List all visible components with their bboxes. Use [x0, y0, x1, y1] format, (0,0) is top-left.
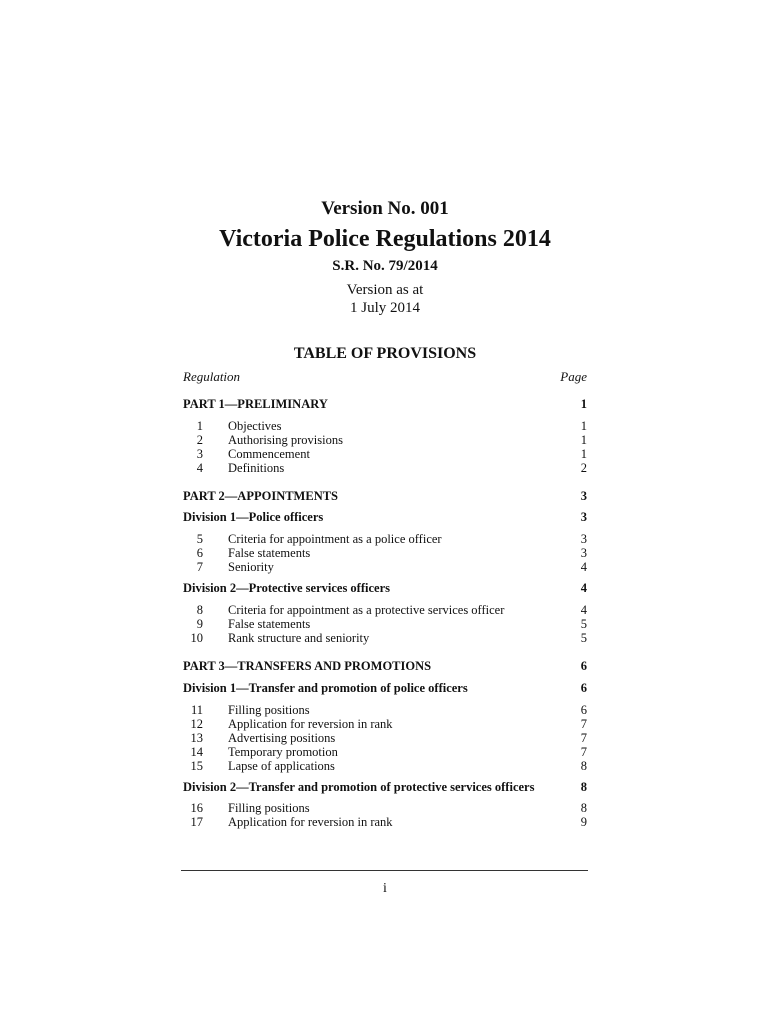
- toc-part-heading: [183, 397, 587, 413]
- version-as-at-label: Version as at: [346, 282, 424, 298]
- toc-entry-page: 6: [580, 703, 587, 717]
- toc-entry-page: 6: [580, 659, 587, 673]
- toc-entry-number: 8: [196, 603, 203, 617]
- toc-entry-number: 5: [196, 532, 203, 546]
- toc-entry-title: Application for reversion in rank: [228, 815, 393, 829]
- toc-entry-title: PART 3—TRANSFERS AND PROMOTIONS: [183, 659, 432, 673]
- toc-entry-page: 4: [580, 560, 587, 574]
- toc-entry-page: 5: [580, 631, 587, 645]
- toc-entry-page: 5: [580, 617, 587, 631]
- toc-entry-title: Seniority: [228, 560, 274, 574]
- toc-entry-title: False statements: [228, 617, 311, 631]
- toc-entry-number: 3: [196, 447, 203, 461]
- toc-entry-number: 11: [190, 703, 203, 717]
- toc-entry-number: 13: [190, 731, 203, 745]
- toc-entry-page: 9: [580, 815, 587, 829]
- toc-entry-title: Division 2—Protective services officers: [183, 581, 390, 595]
- toc-entry-title: Objectives: [228, 419, 282, 433]
- toc-entry-title: Commencement: [228, 447, 310, 461]
- toc-division-heading: [183, 780, 587, 796]
- toc-entry-number: 9: [196, 617, 203, 631]
- toc-division-heading: [183, 510, 587, 526]
- toc-entry-number: 7: [196, 560, 203, 574]
- toc-entry-title: PART 1—PRELIMINARY: [183, 397, 328, 411]
- toc-entry-page: 1: [580, 433, 587, 447]
- toc-entry-page: 7: [580, 731, 587, 745]
- toc-column-regulation: Regulation: [183, 369, 241, 384]
- toc-division-heading: [183, 681, 587, 697]
- toc-entry-title: Criteria for appointment as a protective services officer: [228, 603, 505, 617]
- toc-entry-page: 3: [580, 489, 587, 503]
- toc-entry-number: 17: [190, 815, 203, 829]
- toc-entry-page: 1: [580, 397, 587, 411]
- toc-entry-page: 1: [580, 447, 587, 461]
- toc-entry-title: Definitions: [228, 461, 285, 475]
- toc-entry-number: 1: [196, 419, 203, 433]
- toc-entry-page: 7: [580, 745, 587, 759]
- toc-entry: [183, 759, 587, 775]
- toc-entry-title: Rank structure and seniority: [228, 631, 370, 645]
- toc-entry-title: Application for reversion in rank: [228, 717, 393, 731]
- version-as-at: [0, 281, 770, 317]
- toc-entry-number: 2: [196, 433, 203, 447]
- toc-entry: [183, 631, 587, 647]
- toc-entry-title: Lapse of applications: [228, 759, 335, 773]
- page-number: i: [383, 881, 387, 896]
- toc-entry-page: 3: [580, 546, 587, 560]
- toc-entry-title: PART 2—APPOINTMENTS: [183, 489, 339, 503]
- toc-entry-title: Division 2—Transfer and promotion of protective services officers: [183, 780, 535, 794]
- toc-entry-page: 2: [580, 461, 587, 475]
- toc-entry: [183, 461, 587, 477]
- toc-column-page: Page: [560, 369, 587, 384]
- toc-entry: [183, 560, 587, 576]
- toc-entry-title: Temporary promotion: [228, 745, 338, 759]
- toc-entry-page: 8: [580, 759, 587, 773]
- toc-entry-number: 14: [190, 745, 203, 759]
- toc-entry: [183, 815, 587, 831]
- toc-heading: TABLE OF PROVISIONS: [293, 345, 477, 362]
- toc-part-heading: [183, 659, 587, 675]
- version-number: Version No. 001: [321, 198, 449, 219]
- toc-entry-number: 4: [196, 461, 203, 475]
- toc-entry-title: Filling positions: [228, 801, 310, 815]
- footer-divider: [181, 870, 588, 871]
- toc-entry-title: Division 1—Police officers: [183, 510, 324, 524]
- toc-entry-title: False statements: [228, 546, 311, 560]
- toc-entry-number: 12: [190, 717, 203, 731]
- toc-entry-title: Criteria for appointment as a police officer: [228, 532, 442, 546]
- toc-entry-page: 3: [580, 532, 587, 546]
- toc-entry-number: 10: [190, 631, 203, 645]
- toc-entry-number: 15: [190, 759, 203, 773]
- toc-entry-page: 4: [580, 581, 587, 595]
- toc-division-heading: [183, 581, 587, 597]
- toc-entry-number: 16: [190, 801, 203, 815]
- toc-entry-number: 6: [196, 546, 203, 560]
- document-title: Victoria Police Regulations 2014: [219, 226, 551, 252]
- toc-entry-page: 8: [580, 801, 587, 815]
- toc-entry-page: 1: [580, 419, 587, 433]
- toc-entry-page: 6: [580, 681, 587, 695]
- toc-entry-page: 7: [580, 717, 587, 731]
- toc-entry-title: Authorising provisions: [228, 433, 343, 447]
- statutory-rule-number: S.R. No. 79/2014: [332, 258, 438, 274]
- version-as-at-date: 1 July 2014: [349, 300, 420, 316]
- toc-entry-page: 8: [580, 780, 587, 794]
- toc-entry-page: 3: [580, 510, 587, 524]
- toc-entry-page: 4: [580, 603, 587, 617]
- toc-part-heading: [183, 489, 587, 505]
- toc-entry-title: Division 1—Transfer and promotion of police officers: [183, 681, 468, 695]
- toc-entry-title: Advertising positions: [228, 731, 336, 745]
- toc-entry-title: Filling positions: [228, 703, 310, 717]
